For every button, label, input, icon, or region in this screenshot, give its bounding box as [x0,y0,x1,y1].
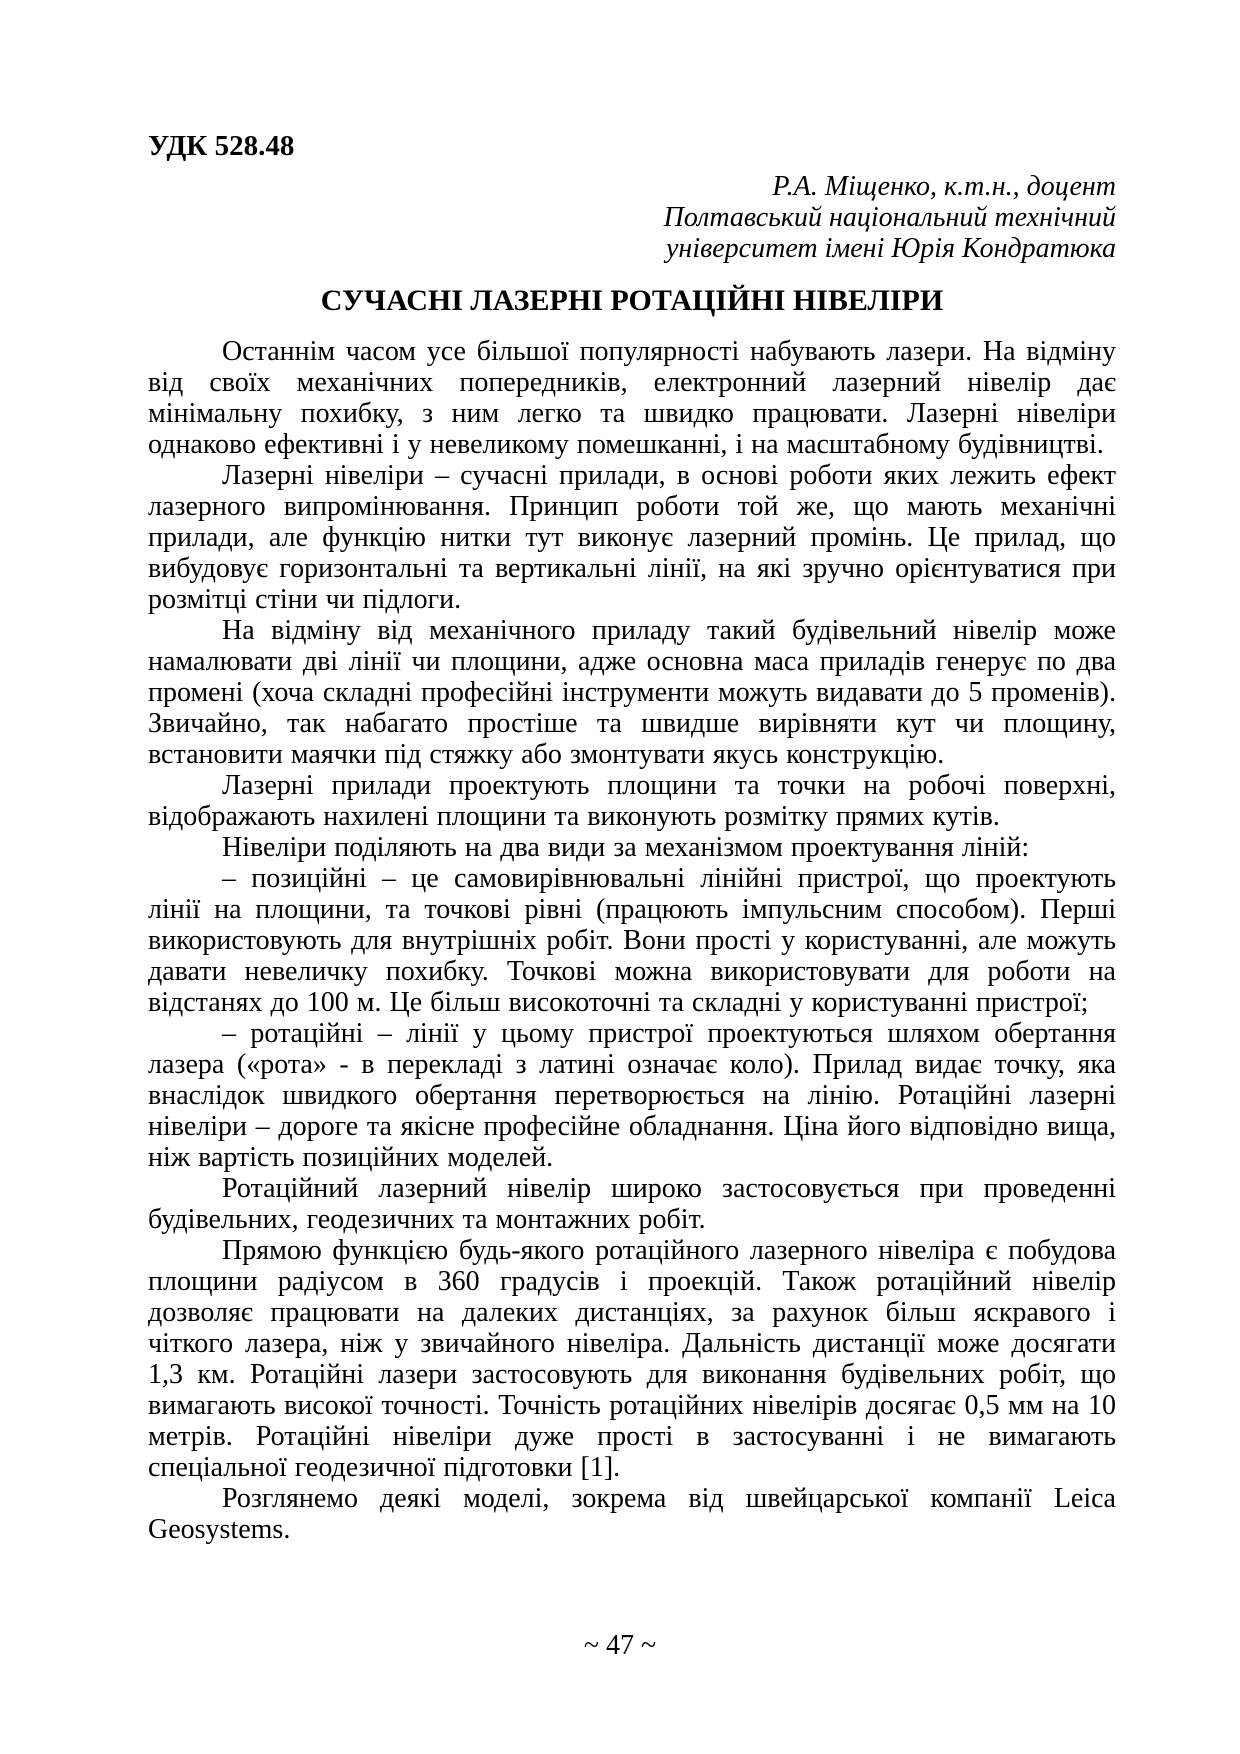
affiliation-line-2: університет імені Юрія Кондратюка [666,233,1116,264]
body-paragraph: Прямою функцією будь-якого ротаційного лазерного нівеліра є побудова площини радіусом в 360 градусів і проекцій. Також ротаційний нівелір дозволяє працювати на далеких дистанціях, за рахунок більш яскравого і чіткого лазера, ніж у звичайного нівеліра. Дальність дистанції може досягати 1,3 км. Ротаційні лазери застосовують для виконання будівельних робіт, що вимагають високої точності. Точність ротаційних нівелірів досягає 0,5 мм на 10 метрів. Ротаційні нівеліри дуже прості в застосуванні і не вимагають спеціальної геодезичної підготовки [1]. [148,1235,1116,1483]
body-paragraph-positional: – позиційні – це самовирівнювальні лінійні пристрої, що проектують лінії на площини, та точкові рівні (працюють імпульсним способом). Перші використовують для внутрішніх робіт. Вони прості у користуванні, але можуть давати невеличку похибку. Точкові можна використовувати для роботи на відстанях до 100 м. Це більш високоточні та складні у користуванні пристрої; [148,863,1116,1018]
article-body [148,336,1116,1545]
body-paragraph: Розглянемо деякі моделі, зокрема від швейцарської компанії Leica Geosystems. [148,1483,1116,1545]
body-paragraph: Нівеліри поділяють на два види за механізмом проектування ліній: [222,832,1030,863]
author-line: Р.А. Міщенко, к.т.н., доцент [772,171,1116,202]
page-number: ~ 47 ~ [583,1630,657,1661]
page-content [148,0,1116,1545]
article-title: СУЧАСНІ ЛАЗЕРНІ РОТАЦІЙНІ НІВЕЛІРИ [320,284,944,317]
body-paragraph: Ротаційний лазерний нівелір широко застосовується при проведенні будівельних, геодезичних та монтажних робіт. [148,1173,1116,1235]
body-paragraph: Лазерні прилади проектують площини та точки на робочі поверхні, відображають нахилені площини та виконують розмітку прямих кутів. [148,770,1116,832]
body-paragraph-rotational: – ротаційні – лінії у цьому пристрої проектуються шляхом обертання лазера («рота» - в перекладі з латині означає коло). Прилад видає точку, яка внаслідок швидкого обертання перетворюється на лінію. Ротаційні лазерні нівеліри – дороге та якісне професійне обладнання. Ціна його відповідно вища, ніж вартість позиційних моделей. [148,1018,1116,1173]
affiliation-line-1: Полтавський національний технічний [663,202,1116,233]
author-block [148,171,1116,264]
udc-code: УДК 528.48 [148,130,295,162]
body-paragraph: Останнім часом усе більшої популярності набувають лазери. На відміну від своїх механічних попередників, електронний лазерний нівелір дає мінімальну похибку, з ним легко та швидко працювати. Лазерні нівеліри однаково ефективні і у невеликому помешканні, і на масштабному будівництві. [148,336,1116,460]
body-paragraph: Лазерні нівеліри – сучасні прилади, в основі роботи яких лежить ефект лазерного випромінювання. Принцип роботи той же, що мають механічні прилади, але функцію нитки тут виконує лазерний промінь. Це прилад, що вибудовує горизонтальні та вертикальні лінії, на які зручно орієнтуватися при розмітці стіни чи підлоги. [148,460,1116,615]
body-paragraph: На відміну від механічного приладу такий будівельний нівелір може намалювати дві лінії чи площини, адже основна маса приладів генерує по два промені (хоча складні професійні інструменти можуть видавати до 5 променів). Звичайно, так набагато простіше та швидше вирівняти кут чи площину, встановити маячки під стяжку або змонтувати якусь конструкцію. [148,615,1116,770]
